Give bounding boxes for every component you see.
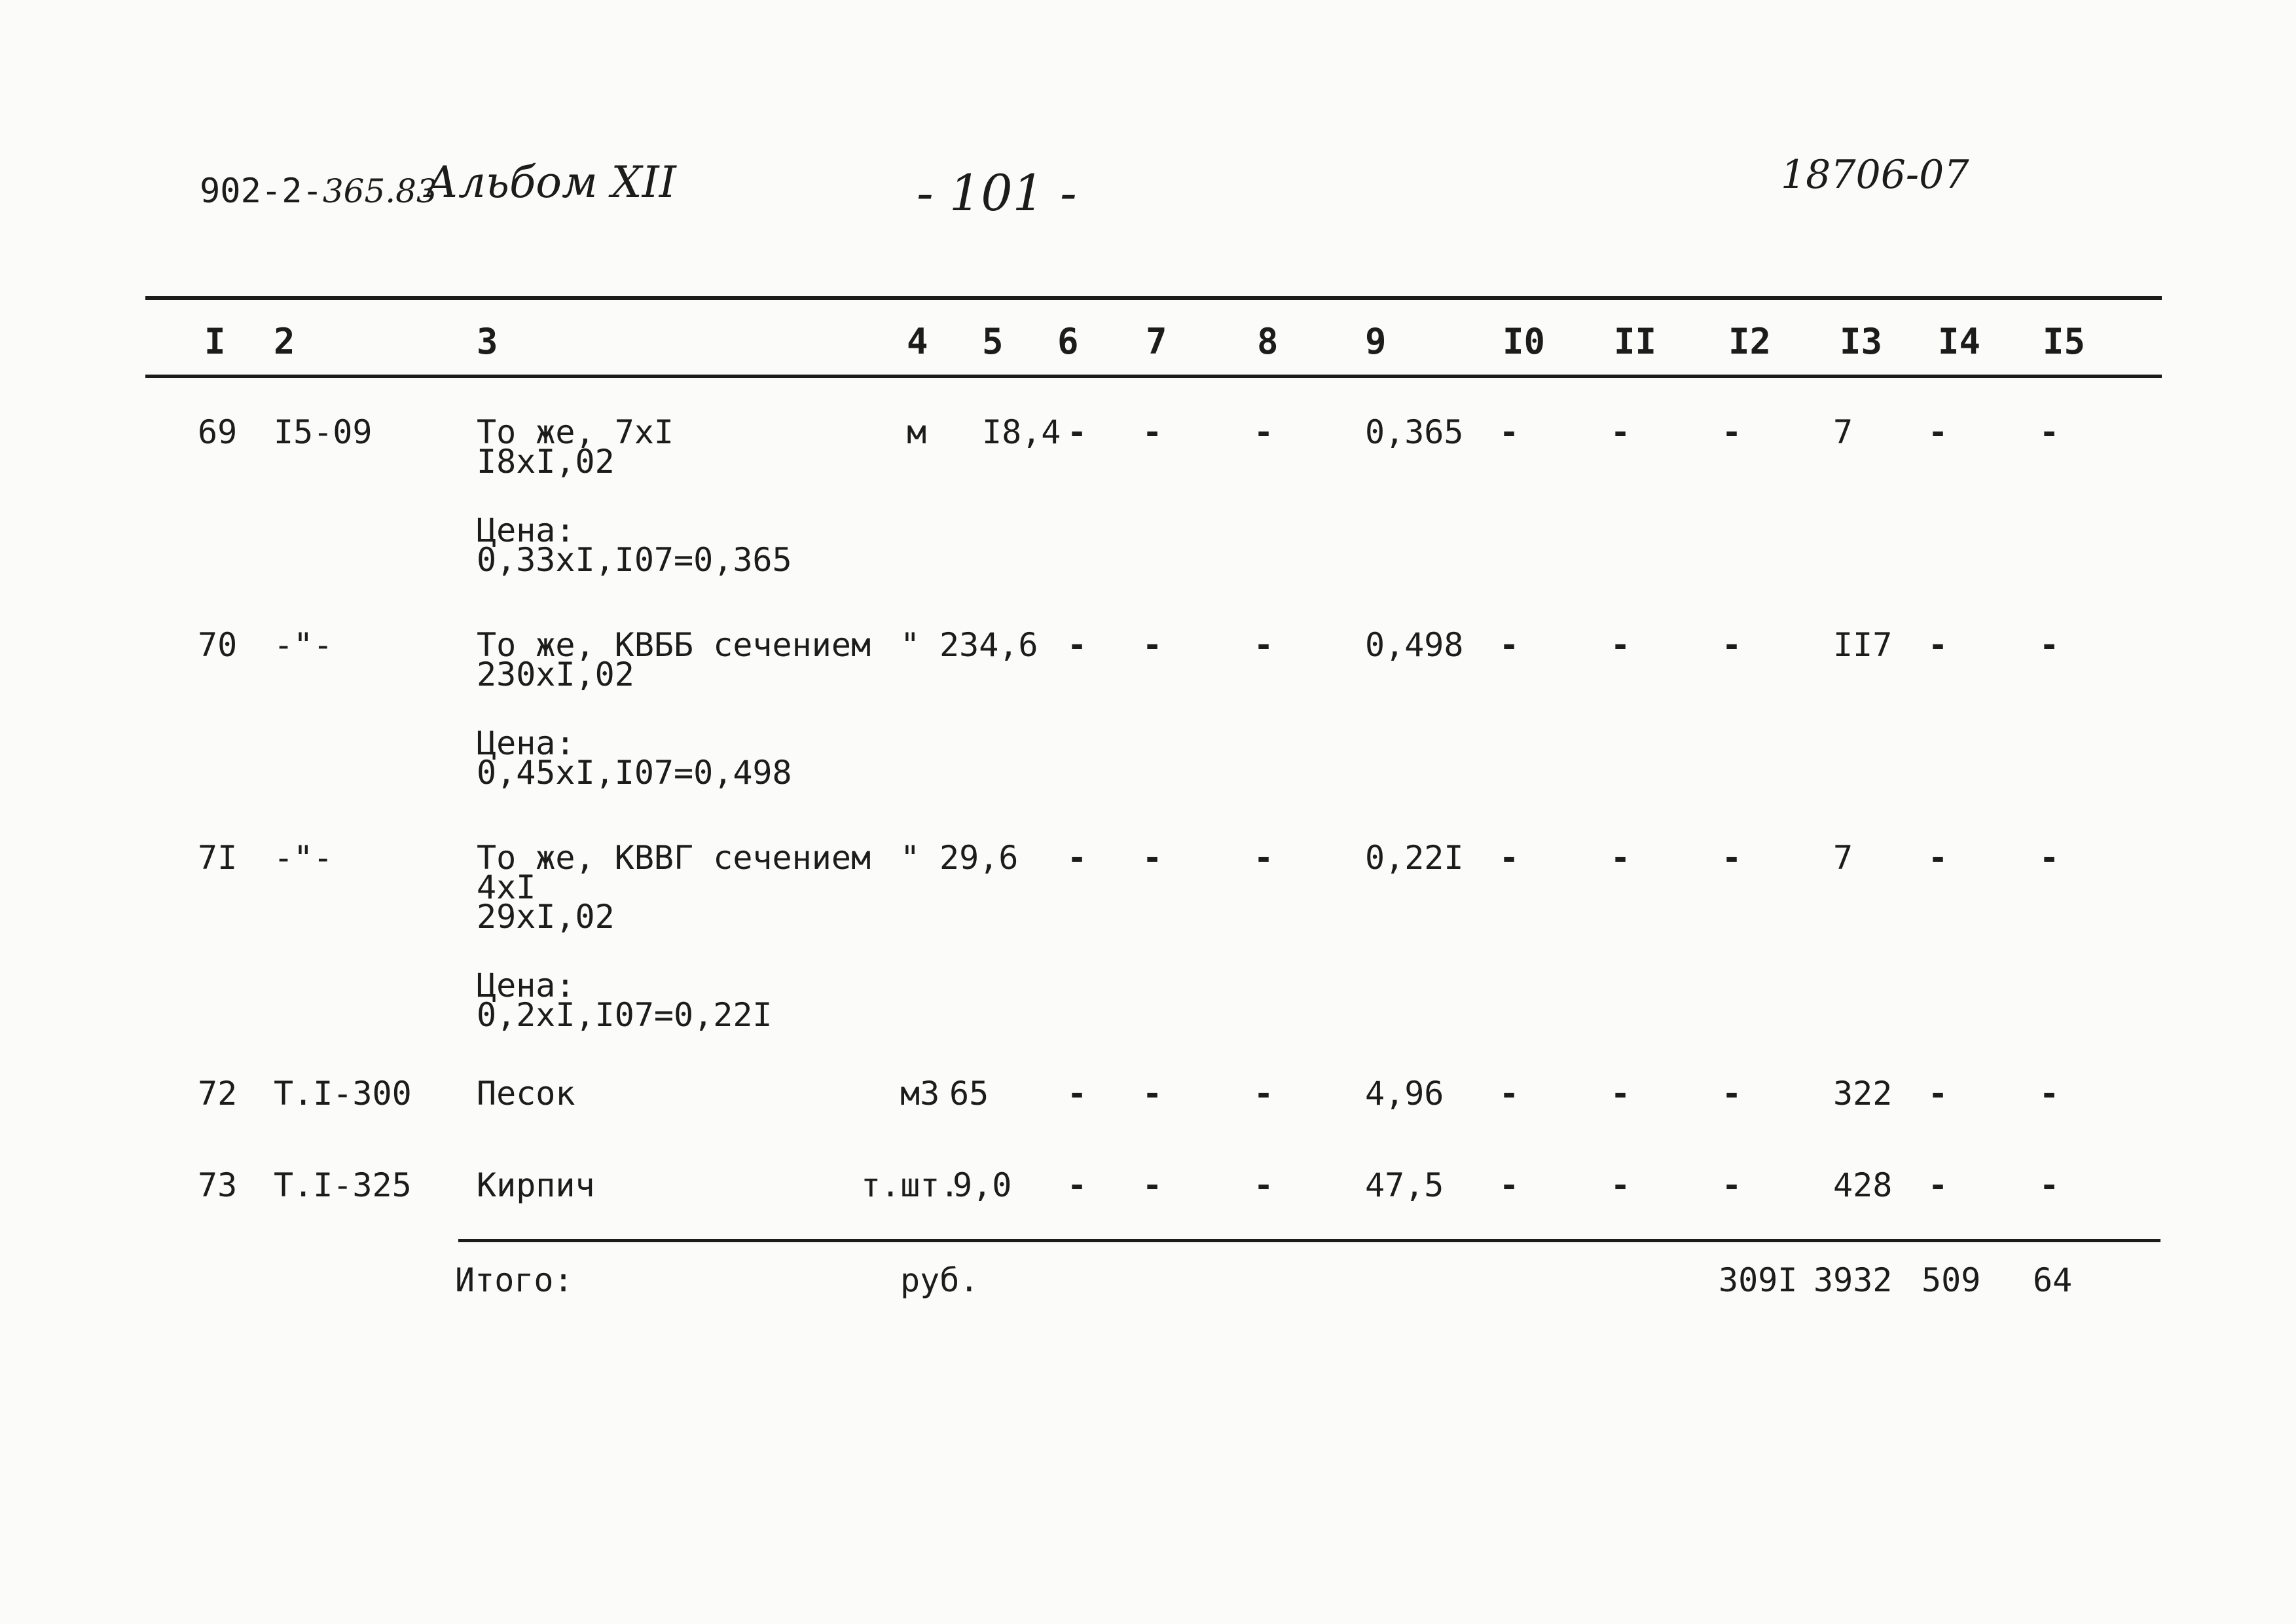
item-code: I5-09 [274,413,373,451]
total-col-15: 64 [2033,1261,2073,1299]
price-label: Цена: [477,724,575,762]
total-rule [458,1239,2160,1242]
column-header-10: I0 [1503,321,1546,362]
cell-col-14: - [1928,1166,1948,1204]
cell-col-9: 47,5 [1365,1166,1444,1204]
column-header-15: I5 [2043,321,2086,362]
cell-col-6: - [1067,839,1087,877]
item-description-line: I8хI,02 [477,443,615,481]
item-code: Т.I-325 [274,1166,412,1204]
quantity: 65 [949,1075,989,1113]
item-description-line: То же, 7хI [477,413,674,451]
archive-number: 18706-07 [1781,152,1969,198]
cell-col-12: - [1722,413,1742,451]
cell-col-10: - [1499,1075,1520,1113]
header-bottom-rule [145,375,2162,378]
doc-code-printed: 902-2- [200,172,323,211]
item-code: -"- [274,839,333,877]
total-col-14: 509 [1922,1261,1981,1299]
cell-col-8: - [1254,413,1274,451]
cell-col-11: - [1611,1075,1631,1113]
item-description-line: То же, КВВГ сечением [477,839,871,877]
cell-col-14: - [1928,1075,1948,1113]
cell-col-7: - [1142,626,1163,664]
cell-col-14: - [1928,626,1948,664]
cell-col-8: - [1254,1075,1274,1113]
item-description-line: Песок [477,1075,575,1113]
cell-col-7: - [1142,1075,1163,1113]
column-header-9: 9 [1365,321,1387,362]
cell-col-13: 7 [1833,413,1853,451]
cell-col-11: - [1611,1166,1631,1204]
cell-col-9: 0,365 [1365,413,1464,451]
price-formula: 0,45хI,I07=0,498 [477,754,792,792]
price-formula: 0,2хI,I07=0,22I [477,996,773,1034]
quantity: I8,4 [982,413,1061,451]
cell-col-12: - [1722,839,1742,877]
cell-col-11: - [1611,839,1631,877]
item-description-line: То же, КВББ сечением [477,626,871,664]
column-header-6: 6 [1057,321,1079,362]
table-top-rule [145,296,2162,300]
column-header-8: 8 [1257,321,1279,362]
unit: " [900,839,920,877]
price-formula: 0,33хI,I07=0,365 [477,541,792,579]
cell-col-13: 322 [1833,1075,1893,1113]
cell-col-6: - [1067,626,1087,664]
cell-col-9: 4,96 [1365,1075,1444,1113]
cell-col-9: 0,498 [1365,626,1464,664]
column-header-11: II [1614,321,1657,362]
album-title: Альбом XII [426,157,676,208]
column-header-13: I3 [1840,321,1883,362]
cell-col-12: - [1722,626,1742,664]
quantity: 234,6 [939,626,1038,664]
cell-col-15: - [2039,1166,2060,1204]
column-header-4: 4 [907,321,928,362]
cell-col-13: 428 [1833,1166,1893,1204]
unit: м [907,413,927,451]
cell-col-14: - [1928,839,1948,877]
row-number: 69 [198,413,238,451]
item-code: -"- [274,626,333,664]
cell-col-6: - [1067,1075,1087,1113]
cell-col-12: - [1722,1075,1742,1113]
cell-col-7: - [1142,1166,1163,1204]
row-number: 72 [198,1075,238,1113]
cell-col-15: - [2039,839,2060,877]
total-col-12: 309I [1719,1261,1798,1299]
unit: м3 [900,1075,940,1113]
column-header-7: 7 [1146,321,1167,362]
cell-col-10: - [1499,839,1520,877]
doc-code-handwritten: 365.83 [322,172,437,210]
cell-col-12: - [1722,1166,1742,1204]
quantity: 29,6 [939,839,1019,877]
cell-col-7: - [1142,413,1163,451]
cell-col-11: - [1611,413,1631,451]
cell-col-6: - [1067,1166,1087,1204]
cell-col-13: 7 [1833,839,1853,877]
total-col-13: 3932 [1813,1261,1893,1299]
cell-col-8: - [1254,1166,1274,1204]
cell-col-10: - [1499,626,1520,664]
unit: " [900,626,920,664]
cell-col-15: - [2039,413,2060,451]
cell-col-13: II7 [1833,626,1893,664]
cell-col-14: - [1928,413,1948,451]
cell-col-8: - [1254,626,1274,664]
column-header-5: 5 [982,321,1004,362]
cell-col-15: - [2039,626,2060,664]
cell-col-9: 0,22I [1365,839,1464,877]
total-label: Итого: [455,1261,574,1299]
quantity: 9,0 [953,1166,1012,1204]
cell-col-15: - [2039,1075,2060,1113]
cell-col-10: - [1499,1166,1520,1204]
column-header-14: I4 [1938,321,1981,362]
cell-col-11: - [1611,626,1631,664]
column-header-3: 3 [477,321,498,362]
price-label: Цена: [477,511,575,549]
cell-col-10: - [1499,413,1520,451]
item-code: Т.I-300 [274,1075,412,1113]
item-description-line: 4хI [477,868,536,906]
item-description-line: 29хI,02 [477,898,615,936]
row-number: 7I [198,839,238,877]
row-number: 70 [198,626,238,664]
column-header-1: I [204,321,226,362]
cell-col-6: - [1067,413,1087,451]
total-unit: руб. [900,1261,979,1299]
item-description-line: Кирпич [477,1166,595,1204]
page-number: - 101 - [917,164,1077,222]
cell-col-7: - [1142,839,1163,877]
unit: т.шт. [861,1166,960,1204]
column-header-12: I2 [1728,321,1772,362]
item-description-line: 230хI,02 [477,655,634,693]
row-number: 73 [198,1166,238,1204]
price-label: Цена: [477,967,575,1005]
column-header-2: 2 [274,321,295,362]
doc-code [200,172,437,211]
cell-col-8: - [1254,839,1274,877]
